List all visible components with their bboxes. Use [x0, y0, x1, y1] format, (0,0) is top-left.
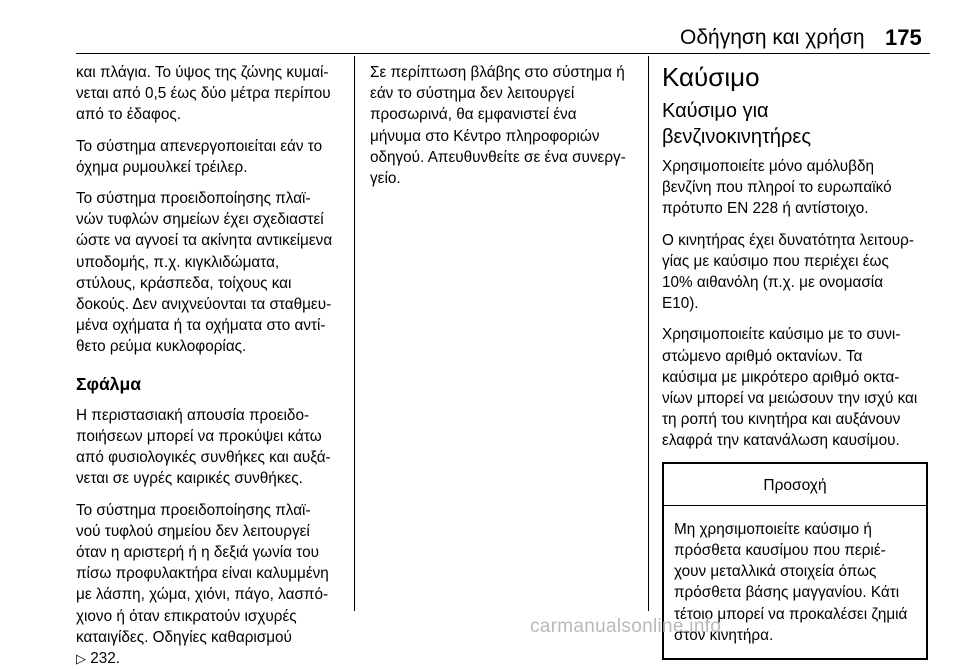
page-ref-number: 232. — [90, 650, 121, 668]
subsection-heading-petrol-fuel: Καύσιμο για βενζινοκινητήρες — [662, 100, 811, 148]
column-divider-1 — [354, 56, 355, 611]
paragraph: Χρησιμοποιείτε καύσιμο με το συνι- στώμενο αριθμό οκτανίων. Τα καύσιμα με μικρότερο αριθμό οκτα- νίων μπορεί να μειώσουν την ισχύ και τη ροπή του κινητήρα και αυξάνουν ελαφρά την κατανάλωση καυσίμου. — [662, 326, 918, 450]
caution-body: Μη χρησιμοποιείτε καύσιμο ή πρόσθετα καυσίμου που περιέ- χουν μεταλλικά στοιχεία όπως πρόσθετα βάσης μαγγανίου. Κάτι τέτοιο μπορεί να προκαλέσει ζημιά στον κινητήρα. — [674, 520, 908, 644]
section-heading-fuel: Καύσιμο — [662, 62, 760, 92]
caution-title: Προσοχή — [664, 464, 926, 506]
column-2 — [370, 62, 640, 199]
paragraph: και πλάγια. Το ύψος της ζώνης κυμαί- νεται από 0,5 έως δύο μέτρα περίπου από το έδαφος. — [76, 64, 331, 124]
column-1 — [76, 62, 348, 669]
header-title: Οδήγηση και χρήση — [680, 26, 865, 49]
header-rule — [76, 53, 930, 54]
column-3 — [662, 62, 930, 660]
paragraph: Το σύστημα απενεργοποιείται εάν το όχημα ρυμουλκεί τρέιλερ. — [76, 137, 323, 176]
paragraph: Το σύστημα προειδοποίησης πλαϊ- νού τυφλού σημείου δεν λειτουργεί όταν η αριστερή ή η δεξιά γωνία του πίσω προφυλακτήρα είναι καλυμμένη με λάσπη, χώμα, χιόνι, πάγο, λασπό- χιονο ή όταν επικρατούν ισχυρές καταιγίδες. Οδηγίες καθαρισμού — [76, 501, 329, 646]
column-divider-2 — [648, 56, 649, 611]
paragraph: Ο κινητήρας έχει δυνατότητα λειτουρ- γίας με καύσιμο που περιέχει έως 10% αιθανόλη (π.χ. με ονομασία E10). — [662, 231, 914, 313]
page-number: 175 — [885, 25, 922, 50]
page-header — [0, 0, 960, 50]
page-reference[interactable] — [76, 648, 348, 669]
paragraph: Σε περίπτωση βλάβης στο σύστημα ή εάν το σύστημα δεν λειτουργεί προσωρινά, θα εμφανιστεί ένα μήνυμα στο Κέντρο πληροφοριών οδηγού. Απευθυνθείτε σε ένα συνεργ- γείο. — [370, 64, 626, 188]
watermark: carmanualsonline.info — [530, 616, 722, 637]
paragraph: Χρησιμοποιείτε μόνο αμόλυβδη βενζίνη που πληροί το ευρωπαϊκό πρότυπο EN 228 ή αντίστοιχο. — [662, 158, 892, 218]
section-heading-fault: Σφάλμα — [76, 373, 141, 394]
page-ref-arrow-icon: ▷ — [76, 651, 86, 667]
paragraph: Η περιστασιακή απουσία προειδο- ποιήσεων μπορεί να προκύψει κάτω από φυσιολογικές συνθήκες και αυξά- νεται σε υγρές καιρικές συνθήκες. — [76, 406, 331, 488]
paragraph: Το σύστημα προειδοποίησης πλαϊ- νών τυφλών σημείων έχει σχεδιαστεί ώστε να αγνοεί τα ακίνητα αντικείμενα υποδομής, π.χ. κιγκλιδώματα, στύλους, κράσπεδα, τοίχους και δοκούς. Δεν ανιχνεύονται τα σταθμευ- μένα οχήματα ή τα οχήματα στο αντί- θετο ρεύμα κυκλοφορίας. — [76, 190, 333, 356]
